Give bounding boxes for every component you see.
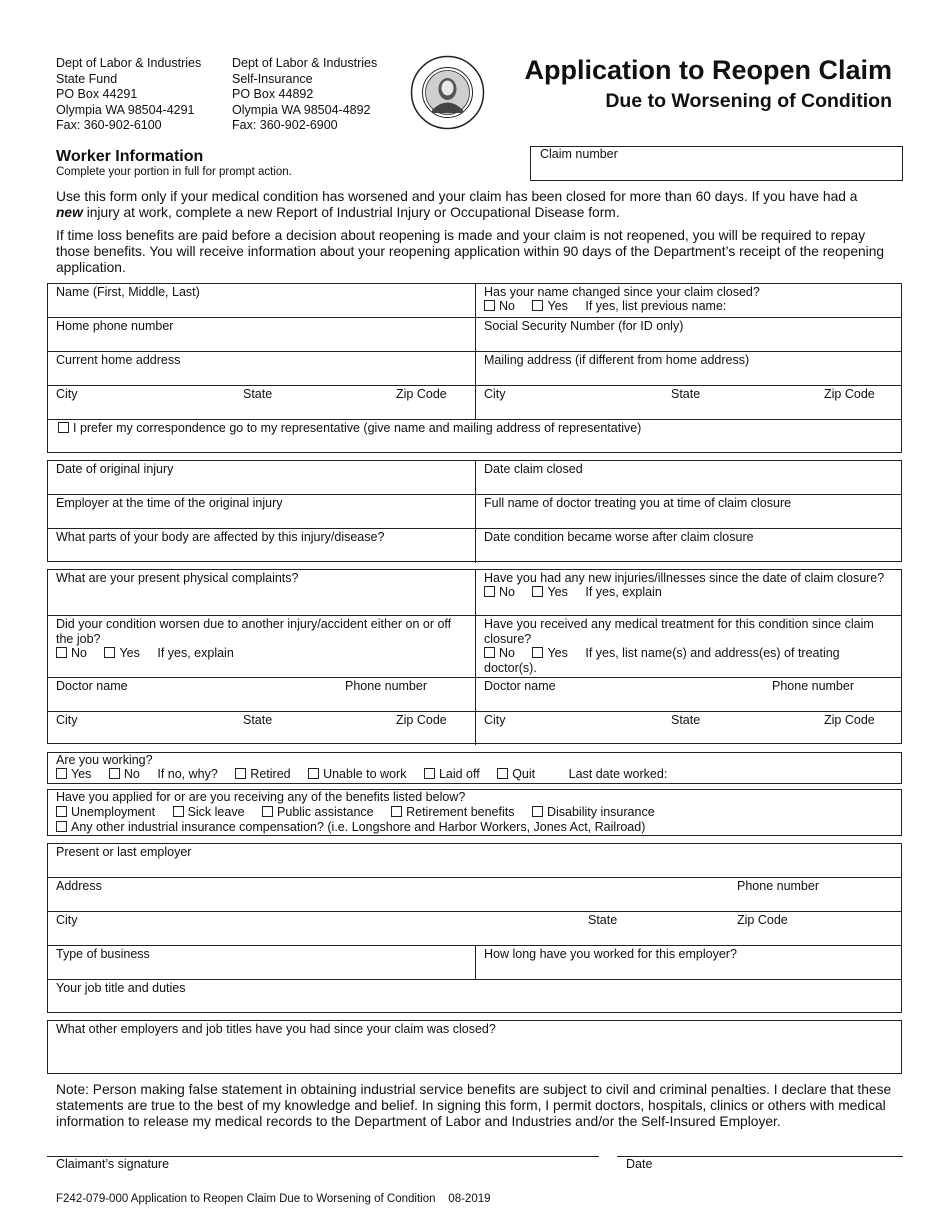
complaints-label: What are your present physical complaints? [56,571,299,585]
representative-label: I prefer my correspondence go to my representative (give name and mailing address of representative) [73,421,642,435]
body-parts-label: What parts of your body are affected by this injury/disease? [56,530,385,544]
benefit-retirement[interactable] [391,805,514,820]
form-footer: F242-079-000 Application to Reopen Claim Due to Worsening of Condition 08-2019 [56,1193,491,1205]
employer-address-field[interactable] [48,877,901,911]
checkbox-icon[interactable] [56,647,67,658]
state-label: State [588,913,618,927]
doctor-closure-label: Full name of doctor treating you at time of claim closure [484,496,792,510]
form-title: Application to Reopen Claim [524,55,892,85]
checkbox-icon[interactable] [484,586,495,597]
benefit-sick-leave[interactable] [173,805,245,820]
doctor-row [48,677,901,711]
zip-label: Zip Code [396,713,447,727]
home-city-state-zip-field[interactable] [48,386,475,419]
option-label: Yes [547,646,568,660]
checkbox-icon[interactable] [532,300,543,311]
zip-label: Zip Code [824,713,875,727]
how-long-label: How long have you worked for this employer? [484,947,737,961]
zip-label: Zip Code [824,387,875,401]
option-unable[interactable] [308,767,406,782]
claim-number-label: Claim number [540,147,618,161]
city-label: City [484,713,506,727]
self-insurance-address [232,56,377,134]
address-line: Dept of Labor & Industries [56,56,202,70]
mailing-city-state-zip-field[interactable] [475,386,901,419]
employer-original-label: Employer at the time of the original injury [56,496,283,510]
personal-info-table [47,283,902,453]
other-employers-field[interactable] [47,1020,902,1074]
ssn-label: Social Security Number (for ID only) [484,319,684,333]
checkbox-icon[interactable] [58,422,69,433]
name-changed-field [475,284,901,317]
how-long-field[interactable] [475,946,901,979]
employer-city-state-zip-field[interactable] [48,911,901,945]
option-label: Yes [547,299,568,313]
claim-number-field[interactable] [530,146,903,181]
dates-row [48,461,901,494]
instructions-emphasis: new [56,205,83,220]
option-label: Unable to work [323,767,407,781]
body-parts-row [48,528,901,563]
checkbox-icon[interactable] [532,647,543,658]
employer-phone-label: Phone number [737,879,820,893]
option-no[interactable] [484,585,515,600]
option-retired[interactable] [235,767,290,782]
date-worse-field[interactable] [475,529,901,563]
address-row [48,351,901,385]
mailing-address-field[interactable] [475,352,901,385]
address-line: Dept of Labor & Industries [232,56,378,70]
employer-address-label: Address [56,879,102,893]
home-phone-field[interactable] [48,318,475,351]
legal-note: Note: Person making false statement in obtaining industrial service benefits are subject to civil and criminal penalties. I declare that these statements are true to the best of my knowledge and belief. In signing this form, I permit doctors, hospitals, clinics or others with medical information to release my medical records to the Department of Labor and Industries and/or the Self-Insured Employer. [56,1082,892,1129]
checkbox-icon[interactable] [484,647,495,658]
claim-history-table [47,460,902,562]
signature-label: Claimant’s signature [56,1157,170,1171]
city-label: City [56,713,78,727]
doctor-city-row [48,711,901,745]
city-row [48,385,901,419]
address-line: Fax: 360-902-6900 [232,118,338,132]
option-label: Yes [71,767,92,781]
doctor-name-label: Doctor name [56,679,128,693]
complaints-row [48,570,901,615]
checkbox-icon[interactable] [532,586,543,597]
name-changed-label: Has your name changed since your claim closed? [484,285,760,299]
treatment-field [475,616,901,678]
option-label: Retirement benefits [406,805,515,819]
business-type-label: Type of business [56,947,150,961]
doctor-name-field[interactable] [48,678,475,711]
representative-row [48,419,901,454]
working-options [56,767,667,782]
option-label: No [71,646,87,660]
date-label: Date [626,1157,653,1171]
working-table [47,752,902,784]
checkbox-icon[interactable] [173,806,184,817]
home-address-field[interactable] [48,352,475,385]
address-line: PO Box 44892 [232,87,314,101]
address-line: Self-Insurance [232,71,313,86]
date-worse-label: Date condition became worse after claim closure [484,530,754,544]
employer-doctor-row [48,494,901,528]
option-label: Yes [119,646,140,660]
date-closed-field[interactable] [475,461,901,494]
home-phone-label: Home phone number [56,319,174,333]
instructions-paragraph [56,189,886,221]
checkbox-icon[interactable] [484,300,495,311]
state-fund-address [56,56,201,134]
option-label: Unemployment [71,805,156,819]
instructions-text: injury at work, complete a new Report of Industrial Injury or Occupational Disease form. [86,205,620,220]
checkbox-icon[interactable] [56,768,67,779]
phone-number-label: Phone number [772,679,855,693]
benefits-options [56,805,669,820]
city-label: City [56,913,78,927]
option-no[interactable] [56,646,87,661]
previous-name-label: If yes, list previous name: [585,299,727,313]
date-line[interactable] [617,1156,903,1157]
body-parts-field[interactable] [48,529,475,563]
option-label: Sick leave [187,805,245,819]
option-label: No [123,767,140,781]
option-label: Retired [250,767,291,781]
checkbox-icon[interactable] [109,768,120,779]
present-employer-field[interactable] [48,844,901,877]
ssn-field[interactable] [475,318,901,351]
name-changed-options [484,299,726,314]
option-label: No [499,646,515,660]
name-field[interactable] [48,284,475,317]
address-line: State Fund [56,71,118,86]
state-label: State [243,713,273,727]
explain-label: If yes, explain [157,646,234,660]
worker-info-title: Worker Information [56,148,204,165]
benefits-table [47,789,902,836]
checkbox-icon[interactable] [235,768,246,779]
checkbox-icon[interactable] [497,768,508,779]
checkbox-icon[interactable] [391,806,402,817]
name-label: Name (First, Middle, Last) [56,285,200,299]
worsen-other-field [48,616,475,678]
condition-table [47,569,902,744]
option-no[interactable] [484,299,515,314]
option-label: No [499,299,515,313]
new-injuries-field [475,570,901,615]
new-injuries-label: Have you had any new injuries/illnesses since the date of claim closure? [484,571,885,585]
present-employer-label: Present or last employer [56,845,192,859]
representative-option[interactable] [58,421,641,436]
checkbox-icon[interactable] [262,806,273,817]
city-label: City [56,387,78,401]
date-closed-label: Date claim closed [484,462,583,476]
option-label: Quit [512,767,536,781]
option-yes[interactable] [104,646,139,661]
address-line: PO Box 44291 [56,87,138,101]
doctor-closure-field[interactable] [475,495,901,528]
state-label: State [671,713,701,727]
doctor-name-label: Doctor name [484,679,556,693]
option-no[interactable] [484,646,515,661]
benefits-question: Have you applied for or are you receiving any of the benefits listed below? [56,790,466,804]
checkbox-icon[interactable] [308,768,319,779]
explain-label: If yes, explain [585,585,662,599]
form-subtitle: Due to Worsening of Condition [605,90,892,112]
zip-label: Zip Code [396,387,447,401]
working-question: Are you working? [56,753,153,767]
business-row [48,945,901,979]
worsen-other-label: Did your condition worsen due to another injury/accident either on or off the job? [56,617,452,646]
benefit-disability[interactable] [532,805,655,820]
checkbox-icon[interactable] [56,806,67,817]
address-line: Fax: 360-902-6100 [56,118,162,132]
worker-info-note: Complete your portion in full for prompt action. [56,166,292,178]
benefit-public-assistance[interactable] [262,805,374,820]
option-label: Disability insurance [546,805,655,819]
option-yes[interactable] [56,767,91,782]
benefit-other[interactable] [56,820,645,835]
address-line: Olympia WA 98504-4892 [232,102,371,117]
if-no-why-label: If no, why? [157,767,218,781]
doctor-city-state-zip-field[interactable] [48,712,475,745]
new-injuries-options [484,585,662,600]
date-injury-label: Date of original injury [56,462,174,476]
checkbox-icon[interactable] [532,806,543,817]
date-injury-field[interactable] [48,461,475,494]
option-laid-off[interactable] [424,767,480,782]
treatment-yes-label: If yes, list name(s) and address(es) of treating doctor(s). [484,646,840,675]
checkbox-icon[interactable] [424,768,435,779]
phone-row [48,317,901,351]
state-seal-icon [410,55,485,130]
option-label: Any other industrial insurance compensation? (i.e. Longshore and Harbor Workers, Jones Act, Railroad) [71,820,646,834]
worsen-other-options [56,646,234,661]
phone-number-label: Phone number [345,679,428,693]
treatment-options [484,646,894,676]
doctor-name-field[interactable] [475,678,901,711]
treatment-label: Have you received any medical treatment for this condition since claim closure? [484,617,874,646]
state-label: State [243,387,273,401]
job-title-label: Your job title and duties [56,981,186,995]
option-label: No [499,585,515,599]
state-label: State [671,387,701,401]
checkbox-icon[interactable] [104,647,115,658]
mailing-address-label: Mailing address (if different from home address) [484,353,750,367]
employer-original-field[interactable] [48,495,475,528]
option-label: Public assistance [277,805,374,819]
benefit-unemployment[interactable] [56,805,155,820]
doctor-city-state-zip-field[interactable] [475,712,901,745]
option-quit[interactable] [497,767,535,782]
option-no[interactable] [109,767,140,782]
instructions-text: Use this form only if your medical condition has worsened and your claim has been closed for more than 60 days. If you have had a [56,189,858,204]
job-title-field[interactable] [48,979,901,1014]
name-row [48,284,901,317]
option-yes[interactable] [532,646,567,661]
other-employers-label: What other employers and job titles have you had since your claim was closed? [56,1022,496,1036]
option-yes[interactable] [532,585,567,600]
home-address-label: Current home address [56,353,181,367]
complaints-field[interactable] [48,570,475,615]
option-yes[interactable] [532,299,567,314]
last-date-label: Last date worked: [568,767,668,781]
worsen-row [48,615,901,678]
repayment-paragraph: If time loss benefits are paid before a decision about reopening is made and your claim is not reopened, you will be required to repay those benefits. You will receive information about your reopening application within 90 days of the Department’s receipt of the reopening application. [56,228,885,275]
option-label: Laid off [438,767,480,781]
option-label: Yes [547,585,568,599]
business-type-field[interactable] [48,946,475,979]
address-line: Olympia WA 98504-4291 [56,102,195,117]
city-label: City [484,387,506,401]
checkbox-icon[interactable] [56,821,67,832]
employer-table [47,843,902,1013]
zip-label: Zip Code [737,913,788,927]
